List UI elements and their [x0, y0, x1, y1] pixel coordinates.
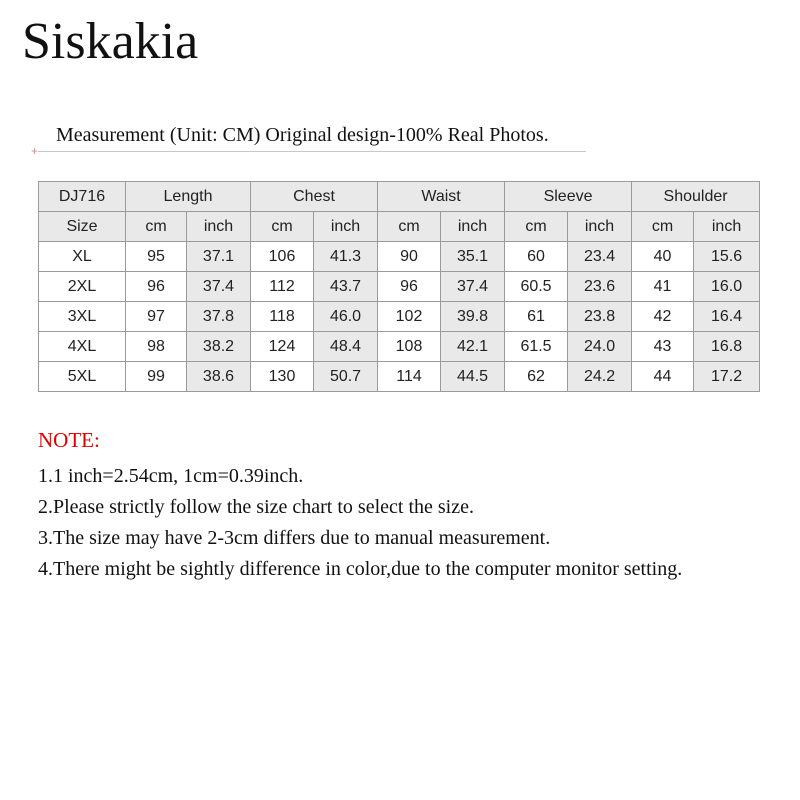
cm-value-cell: 60.5: [505, 272, 568, 302]
plus-mark-icon: +: [31, 144, 39, 158]
table-row: [39, 302, 760, 332]
cm-value-cell: 108: [378, 332, 441, 362]
inch-value-cell: 37.4: [441, 272, 505, 302]
inch-value-cell: 16.4: [694, 302, 760, 332]
cm-value-cell: 62: [505, 362, 568, 392]
product-code: DJ716: [39, 182, 126, 212]
inch-value-cell: 24.2: [568, 362, 632, 392]
inch-value-cell: 16.8: [694, 332, 760, 362]
cm-value-cell: 114: [378, 362, 441, 392]
inch-value-cell: 24.0: [568, 332, 632, 362]
unit-label: cm: [126, 212, 187, 242]
inch-value-cell: 41.3: [314, 242, 378, 272]
measurement-subtitle: Measurement (Unit: CM) Original design-100% Real Photos.: [56, 124, 549, 146]
table-row: [39, 242, 760, 272]
note-line: 2.Please strictly follow the size chart to select the size.: [38, 496, 474, 518]
header-length: Length: [126, 182, 251, 212]
cm-value-cell: 95: [126, 242, 187, 272]
unit-label: inch: [694, 212, 760, 242]
size-cell: 3XL: [39, 302, 126, 332]
cm-value-cell: 96: [126, 272, 187, 302]
inch-value-cell: 23.6: [568, 272, 632, 302]
header-waist: Waist: [378, 182, 505, 212]
cm-value-cell: 60: [505, 242, 568, 272]
unit-label: inch: [568, 212, 632, 242]
unit-label: cm: [378, 212, 441, 242]
note-list: [38, 461, 682, 585]
inch-value-cell: 48.4: [314, 332, 378, 362]
cm-value-cell: 99: [126, 362, 187, 392]
table-row: [39, 362, 760, 392]
size-column-label: Size: [39, 212, 126, 242]
note-line: 1.1 inch=2.54cm, 1cm=0.39inch.: [38, 465, 304, 487]
cm-value-cell: 98: [126, 332, 187, 362]
cm-value-cell: 102: [378, 302, 441, 332]
inch-value-cell: 15.6: [694, 242, 760, 272]
cm-value-cell: 61.5: [505, 332, 568, 362]
size-chart-table: [38, 181, 760, 392]
cm-value-cell: 118: [251, 302, 314, 332]
cm-value-cell: 96: [378, 272, 441, 302]
note-line: 4.There might be sightly difference in color,due to the computer monitor setting.: [38, 558, 683, 580]
cm-value-cell: 40: [632, 242, 694, 272]
inch-value-cell: 42.1: [441, 332, 505, 362]
unit-label: inch: [314, 212, 378, 242]
inch-value-cell: 37.8: [187, 302, 251, 332]
unit-label: cm: [505, 212, 568, 242]
inch-value-cell: 35.1: [441, 242, 505, 272]
note-title: NOTE:: [38, 428, 100, 452]
inch-value-cell: 39.8: [441, 302, 505, 332]
inch-value-cell: 46.0: [314, 302, 378, 332]
inch-value-cell: 44.5: [441, 362, 505, 392]
inch-value-cell: 23.8: [568, 302, 632, 332]
inch-value-cell: 37.4: [187, 272, 251, 302]
group-header-row: [39, 182, 760, 212]
unit-label: cm: [632, 212, 694, 242]
cm-value-cell: 106: [251, 242, 314, 272]
cm-value-cell: 90: [378, 242, 441, 272]
header-sleeve: Sleeve: [505, 182, 632, 212]
header-shoulder: Shoulder: [632, 182, 760, 212]
unit-label: cm: [251, 212, 314, 242]
cm-value-cell: 44: [632, 362, 694, 392]
size-cell: 5XL: [39, 362, 126, 392]
cm-value-cell: 97: [126, 302, 187, 332]
inch-value-cell: 17.2: [694, 362, 760, 392]
table-row: [39, 332, 760, 362]
size-cell: XL: [39, 242, 126, 272]
inch-value-cell: 38.2: [187, 332, 251, 362]
brand-logo: Siskakia: [22, 13, 199, 70]
subtitle-underline: [38, 151, 586, 152]
inch-value-cell: 38.6: [187, 362, 251, 392]
header-chest: Chest: [251, 182, 378, 212]
table-row: [39, 272, 760, 302]
cm-value-cell: 42: [632, 302, 694, 332]
inch-value-cell: 43.7: [314, 272, 378, 302]
size-cell: 2XL: [39, 272, 126, 302]
inch-value-cell: 16.0: [694, 272, 760, 302]
inch-value-cell: 23.4: [568, 242, 632, 272]
unit-header-row: [39, 212, 760, 242]
note-line: 3.The size may have 2-3cm differs due to manual measurement.: [38, 527, 551, 549]
size-cell: 4XL: [39, 332, 126, 362]
unit-label: inch: [441, 212, 505, 242]
cm-value-cell: 61: [505, 302, 568, 332]
cm-value-cell: 112: [251, 272, 314, 302]
inch-value-cell: 50.7: [314, 362, 378, 392]
cm-value-cell: 130: [251, 362, 314, 392]
cm-value-cell: 124: [251, 332, 314, 362]
cm-value-cell: 43: [632, 332, 694, 362]
unit-label: inch: [187, 212, 251, 242]
inch-value-cell: 37.1: [187, 242, 251, 272]
cm-value-cell: 41: [632, 272, 694, 302]
